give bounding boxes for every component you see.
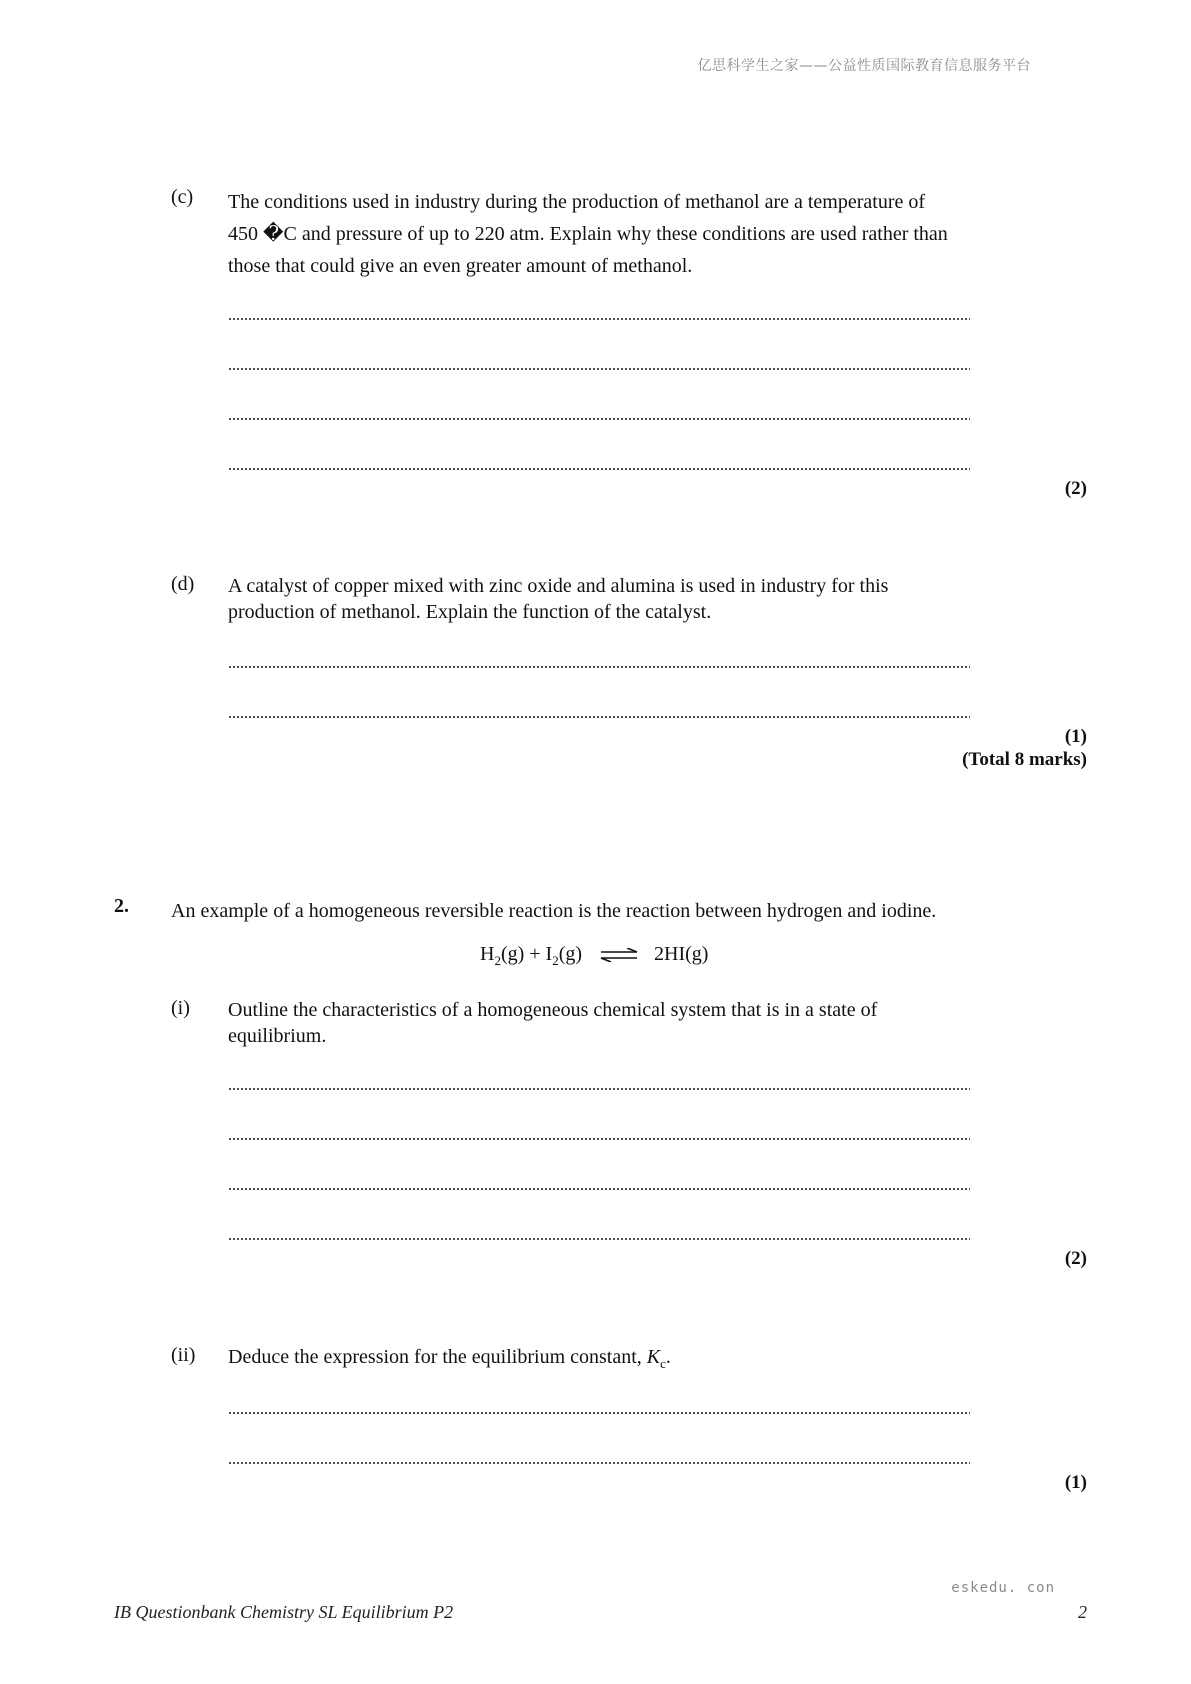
question-2i-line: equilibrium. — [228, 1025, 327, 1047]
question-2ii-text-before: Deduce the expression for the equilibrium constant, — [228, 1346, 647, 1368]
answer-line[interactable] — [228, 666, 970, 668]
kc-symbol: K — [646, 1346, 661, 1368]
part-label-d: (d) — [171, 573, 195, 595]
answer-line[interactable] — [228, 1238, 970, 1240]
eq-product: 2HI(g) — [654, 943, 709, 965]
marks-2ii: (1) — [1064, 1472, 1087, 1493]
part-label-c: (c) — [171, 186, 194, 208]
answer-line[interactable] — [228, 418, 970, 420]
question-1c-line: 450 �C and pressure of up to 220 atm. Explain why these conditions are used rather than — [228, 223, 948, 245]
marks-2i: (2) — [1064, 1248, 1087, 1269]
answer-line[interactable] — [228, 716, 970, 718]
question-number-2: 2. — [114, 895, 129, 917]
question-2ii-text-after: . — [665, 1346, 671, 1368]
eq-h-state: (g) + I — [500, 943, 553, 965]
answer-line[interactable] — [228, 368, 970, 370]
reaction-equation — [480, 943, 708, 966]
question-2-intro: An example of a homogeneous reversible reaction is the reaction between hydrogen and iodine. — [171, 900, 937, 922]
equilibrium-arrow-icon — [599, 948, 639, 962]
eq-h: H — [480, 943, 495, 965]
kc-subscript: c — [660, 1356, 666, 1371]
question-2i-text — [228, 997, 877, 1049]
question-1c-line: The conditions used in industry during the production of methanol are a temperature of — [228, 191, 926, 213]
watermark: eskedu. con — [951, 1580, 1055, 1596]
total-marks: (Total 8 marks) — [962, 749, 1087, 770]
question-1d-line: production of methanol. Explain the function of the catalyst. — [228, 601, 712, 623]
answer-line[interactable] — [228, 1138, 970, 1140]
answer-line[interactable] — [228, 468, 970, 470]
marks-1c: (2) — [1064, 478, 1087, 499]
question-1c-line: those that could give an even greater amount of methanol. — [228, 255, 693, 277]
question-2i-line: Outline the characteristics of a homogeneous chemical system that is in a state of — [228, 999, 878, 1021]
answer-line[interactable] — [228, 318, 970, 320]
answer-line[interactable] — [228, 1412, 970, 1414]
marks-1d: (1) — [1064, 726, 1087, 747]
part-label-i: (i) — [171, 997, 190, 1019]
eq-h-sub: 2 — [494, 953, 501, 968]
question-1d-text — [228, 573, 888, 625]
part-label-ii: (ii) — [171, 1344, 196, 1366]
footer-title: IB Questionbank Chemistry SL Equilibrium P2 — [114, 1602, 454, 1622]
question-1c-text — [228, 186, 948, 282]
question-2ii-text — [228, 1344, 671, 1370]
question-1d-line: A catalyst of copper mixed with zinc oxide and alumina is used in industry for this — [228, 575, 889, 597]
answer-line[interactable] — [228, 1088, 970, 1090]
answer-line[interactable] — [228, 1188, 970, 1190]
page-number: 2 — [1078, 1602, 1087, 1622]
eq-i-state: (g) — [558, 943, 583, 965]
header-note: 亿思科学生之家——公益性质国际教育信息服务平台 — [697, 58, 1031, 74]
answer-line[interactable] — [228, 1462, 970, 1464]
eq-i-sub: 2 — [552, 953, 559, 968]
